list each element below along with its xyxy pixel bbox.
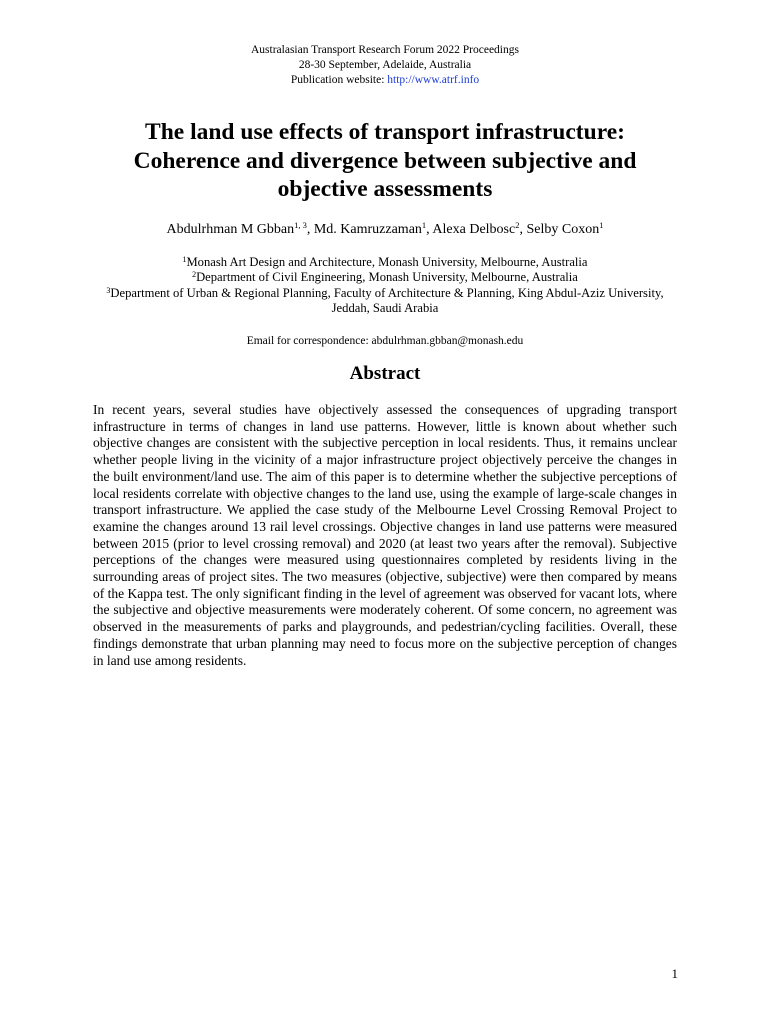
title-line-1: The land use effects of transport infrastructure: xyxy=(145,119,625,145)
publication-website-label: Publication website: xyxy=(290,74,388,86)
proceedings-header xyxy=(0,43,770,88)
correspondence-email: Email for correspondence: abdulrhman.gbban@monash.edu xyxy=(246,335,524,347)
affiliation-number: 3 xyxy=(106,285,111,295)
paper-title xyxy=(60,118,710,204)
affiliation-list xyxy=(95,255,675,317)
affiliation-item xyxy=(95,270,675,285)
affiliation-number: 2 xyxy=(192,270,197,280)
affiliation-text: Department of Civil Engineering, Monash University, Melbourne, Australia xyxy=(196,270,578,285)
abstract-body: In recent years, several studies have objectively assessed the consequences of upgrading transport infrastructure in terms of changes in land use patterns. However, little is known about whether such objective changes are consistent with the subjective perception in local residents. Thus, it remains unclear whether people living in the vicinity of a major infrastructure project objectively perceive the changes in the built environment/land use. The aim of this paper is to determine whether the subjective perceptions of local residents correlate with objective changes to the land use, using the example of large-scale changes in transport infrastructure. We applied the case study of the Melbourne Level Crossing Removal Project to examine the changes around 13 rail level crossings. Objective changes in land use patterns were measured between 2015 (prior to level crossing removal) and 2020 (at least two years after the removal). Subjective perceptions of the changes were measured using questionnaires completed by residents living in the surrounding areas of project sites. The two measures (objective, subjective) were then compared by means of the Kappa test. The only significant finding in the level of agreement was observed for vacant lots, where the subjective and objective measurements were moderately coherent. Of some concern, no agreement was observed in the measurements of parks and playgrounds, and pedestrian/cycling facilities. Overall, these findings demonstrate that urban planning may need to focus more on the subjective perception of changes in land use among residents. xyxy=(93,402,677,668)
author-separator: , xyxy=(426,222,433,237)
publication-website xyxy=(0,73,770,88)
affiliation-number: 1 xyxy=(182,255,187,264)
title-line-3: objective assessments xyxy=(277,176,493,202)
author-affiliation-mark: 1 xyxy=(421,220,427,230)
title-line-2: Coherence and divergence between subjective and xyxy=(133,147,637,174)
author-separator: , xyxy=(519,222,527,237)
affiliation-item xyxy=(95,255,675,270)
author-name: Abdulrhman M Gbban xyxy=(166,222,295,237)
affiliation-text: Department of Urban & Regional Planning, Faculty of Architecture & Planning, King Abdul-Aziz University, Jeddah, Saudi Arabia xyxy=(110,285,664,316)
publication-website-link[interactable]: http://www.atrf.info xyxy=(387,74,480,86)
author-list xyxy=(0,221,770,239)
affiliation-text: Monash Art Design and Architecture, Monash University, Melbourne, Australia xyxy=(186,255,588,269)
page-number: 1 xyxy=(671,966,678,981)
author-name: Selby Coxon xyxy=(526,222,600,237)
author-affiliation-mark: 1, 3 xyxy=(294,220,307,230)
author-separator: , xyxy=(306,222,314,237)
author-affiliation-mark: 1 xyxy=(599,220,604,230)
author-affiliation-mark: 2 xyxy=(515,220,520,230)
affiliation-item xyxy=(95,286,675,317)
abstract-heading: Abstract xyxy=(349,363,421,384)
author-name: Alexa Delbosc xyxy=(432,222,516,237)
author-name: Md. Kamruzzaman xyxy=(313,222,422,237)
conference-dates: 28-30 September, Adelaide, Australia xyxy=(298,59,472,71)
conference-name: Australasian Transport Research Forum 2022 Proceedings xyxy=(251,44,519,56)
